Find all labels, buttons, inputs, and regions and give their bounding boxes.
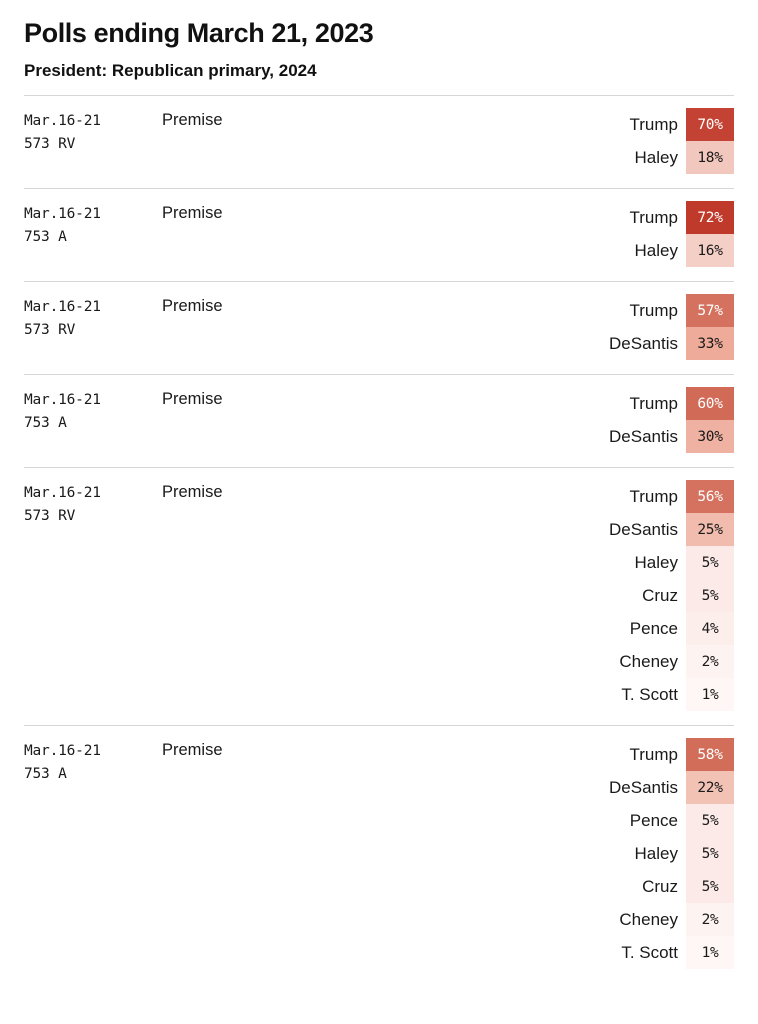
result-line [630,612,734,645]
poll-results [630,108,735,174]
result-line [609,513,734,546]
candidate-percent-swatch: 5% [686,579,734,612]
candidate-name: Cruz [642,876,678,896]
result-line [609,327,734,360]
candidate-name: Trump [629,114,678,134]
result-line [642,579,734,612]
result-line [630,201,735,234]
candidate-name: Pence [629,618,678,638]
result-line [630,804,734,837]
result-line [619,903,734,936]
candidate-name: Trump [629,393,678,413]
poll-date: Mar.16-21 [24,392,101,408]
candidate-percent-swatch: 18% [686,141,734,174]
poll-date: Mar.16-21 [24,743,101,759]
candidate-name: Trump [629,486,678,506]
candidate-name: Trump [629,744,678,764]
poll-date-cell [24,480,162,528]
result-line [609,420,734,453]
poll-sample-size: 573 RV [24,136,76,153]
candidate-name: Haley [634,147,678,167]
poll-sample-size: 753 A [24,766,67,783]
poll-row[interactable] [24,375,734,468]
candidate-percent-swatch: 5% [686,546,734,579]
candidate-name: DeSantis [609,519,678,539]
candidate-percent-swatch: 5% [686,870,734,903]
result-line [621,678,734,711]
pollster-name[interactable]: Premise [162,111,223,129]
pollster-name[interactable]: Premise [162,483,223,501]
poll-date: Mar.16-21 [24,113,101,129]
candidate-percent-swatch: 30% [686,420,734,453]
candidate-name: DeSantis [609,426,678,446]
result-line [630,294,735,327]
candidate-percent-swatch: 57% [686,294,734,327]
candidate-name: Haley [634,843,678,863]
candidate-percent-swatch: 60% [686,387,734,420]
candidate-name: T. Scott [621,684,678,704]
candidate-percent-swatch: 56% [686,480,734,513]
poll-date-cell [24,387,162,435]
poll-date-cell [24,201,162,249]
poll-sample-size: 753 A [24,415,67,432]
result-line [621,936,734,969]
poll-date-cell [24,294,162,342]
candidate-percent-swatch: 4% [686,612,734,645]
result-line [635,234,734,267]
pollster-name[interactable]: Premise [162,390,223,408]
result-line [609,771,734,804]
poll-date-cell [24,108,162,156]
candidate-percent-swatch: 16% [686,234,734,267]
candidate-percent-swatch: 1% [686,936,734,969]
candidate-percent-swatch: 70% [686,108,734,141]
poll-results [609,387,734,453]
candidate-percent-swatch: 2% [686,645,734,678]
candidate-name: Cruz [642,585,678,605]
candidate-name: Haley [634,240,678,260]
candidate-percent-swatch: 1% [686,678,734,711]
poll-results [609,480,734,711]
poll-date-cell [24,738,162,786]
page-title: Polls ending March 21, 2023 [24,18,374,48]
candidate-name: Pence [629,810,678,830]
result-line [642,870,734,903]
poll-date: Mar.16-21 [24,299,101,315]
candidate-percent-swatch: 58% [686,738,734,771]
result-line [635,546,734,579]
candidate-name: Cheney [619,909,678,929]
candidate-percent-swatch: 2% [686,903,734,936]
poll-date: Mar.16-21 [24,206,101,222]
result-line [635,141,734,174]
candidate-name: DeSantis [609,777,678,797]
candidate-name: Trump [629,207,678,227]
pollster-name[interactable]: Premise [162,297,223,315]
poll-sample-size: 753 A [24,229,67,246]
candidate-name: Trump [629,300,678,320]
result-line [619,645,734,678]
result-line [630,108,735,141]
poll-row[interactable] [24,96,734,189]
result-line [635,837,734,870]
candidate-percent-swatch: 33% [686,327,734,360]
poll-sample-size: 573 RV [24,508,76,525]
candidate-percent-swatch: 5% [686,837,734,870]
pollster-name[interactable]: Premise [162,204,223,222]
candidate-percent-swatch: 5% [686,804,734,837]
poll-results [609,294,734,360]
poll-date: Mar.16-21 [24,485,101,501]
result-line [630,738,735,771]
candidate-name: Cheney [619,651,678,671]
result-line [630,480,735,513]
candidate-percent-swatch: 25% [686,513,734,546]
candidate-name: T. Scott [621,942,678,962]
poll-results [609,738,734,969]
candidate-name: DeSantis [609,333,678,353]
poll-row[interactable] [24,282,734,375]
poll-row[interactable] [24,468,734,726]
candidate-name: Haley [634,552,678,572]
result-line [630,387,735,420]
poll-row[interactable] [24,726,734,983]
poll-sample-size: 573 RV [24,322,76,339]
candidate-percent-swatch: 72% [686,201,734,234]
candidate-percent-swatch: 22% [686,771,734,804]
poll-list [24,95,734,983]
poll-row[interactable] [24,189,734,282]
pollster-name[interactable]: Premise [162,741,223,759]
page-subtitle: President: Republican primary, 2024 [24,61,317,80]
poll-results [630,201,735,267]
